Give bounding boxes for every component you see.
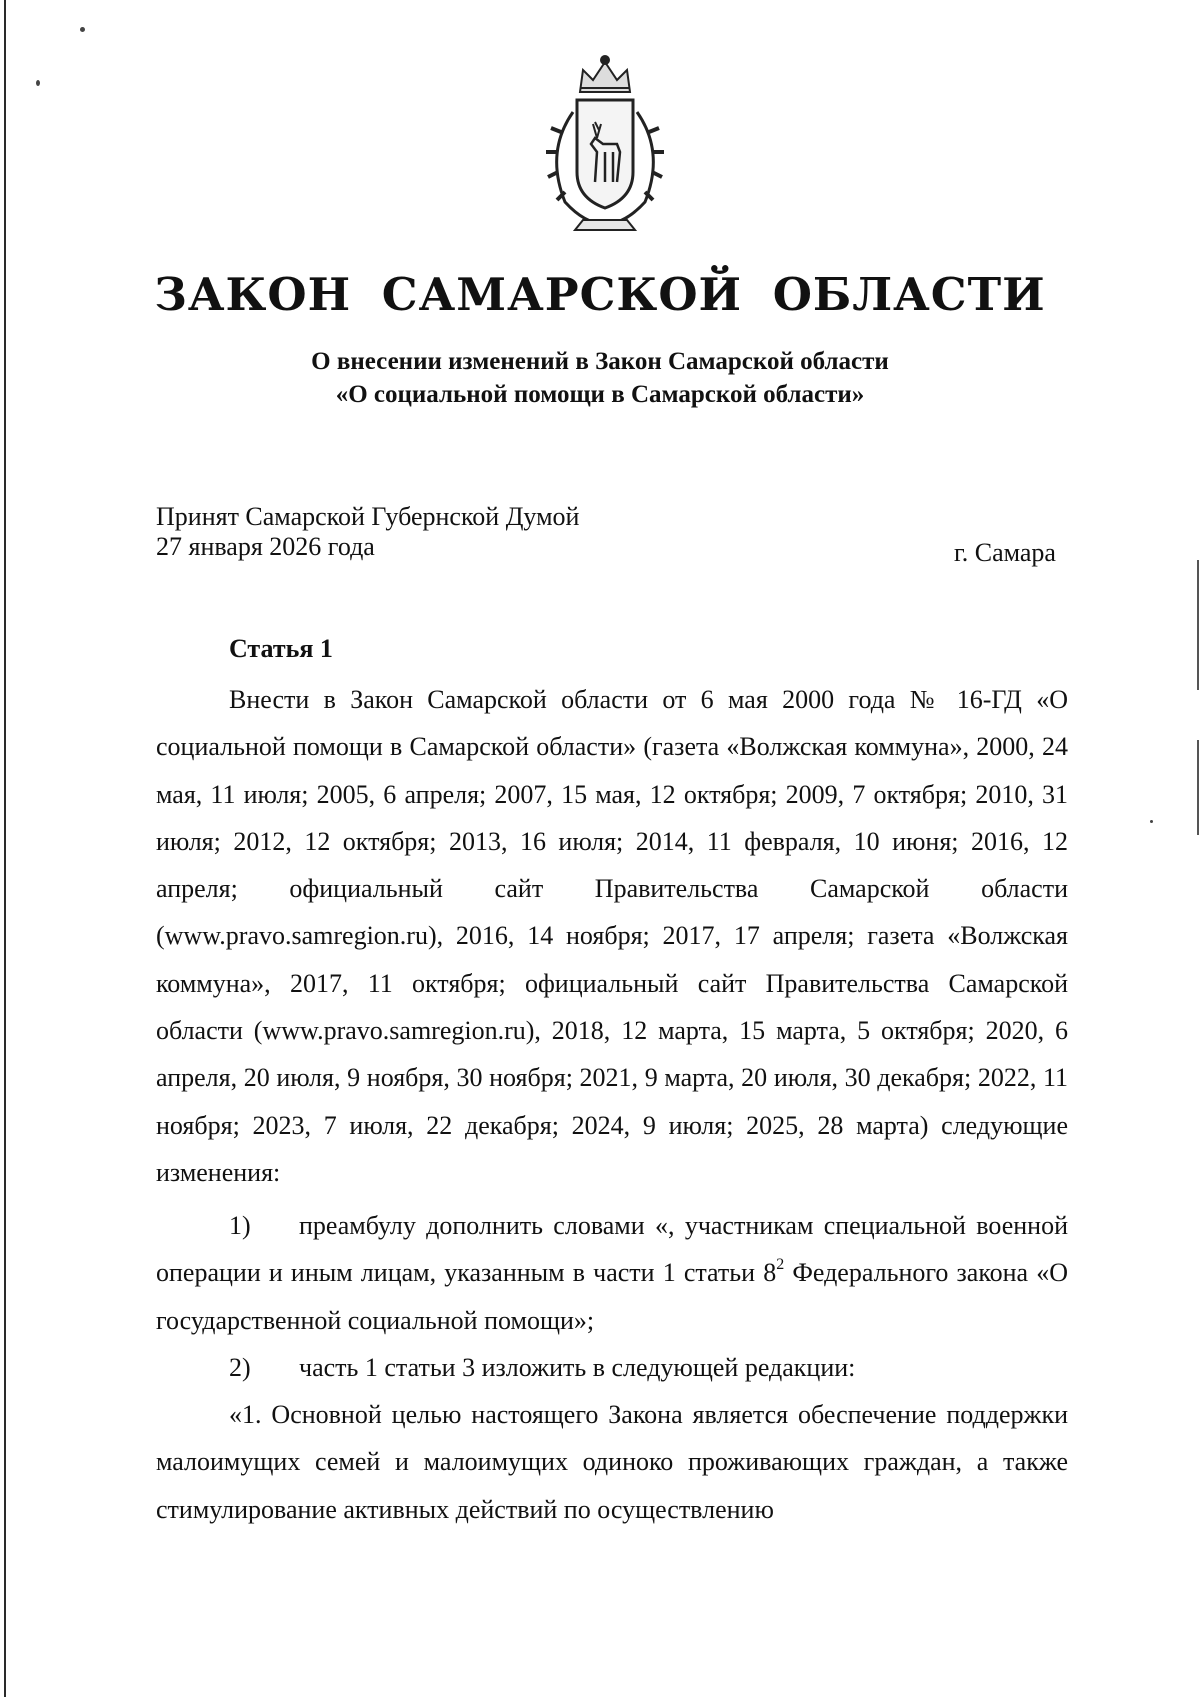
law-title: ЗАКОН САМАРСКОЙ ОБЛАСТИ [154, 268, 1046, 321]
scan-edge-right-top [1197, 560, 1199, 690]
item-1-tail: Федерального закона «О государственной социальной помощи»; [156, 1258, 1069, 1335]
scan-edge-left [4, 0, 6, 1697]
scan-speck [1150, 820, 1153, 823]
scan-speck [80, 27, 85, 32]
item-2-text: часть 1 статьи 3 изложить в следующей редакции: [299, 1353, 856, 1382]
item-1-number: 1) [229, 1211, 251, 1240]
adopted-date: 27 января 2026 года [156, 532, 375, 561]
scan-speck [36, 80, 40, 86]
amendment-item-1 [156, 1202, 1068, 1344]
city: г. Самара [954, 538, 1056, 567]
law-subtitle-line-2: «О социальной помощи в Самарской области» [335, 381, 865, 408]
article-intro-paragraph [156, 676, 1068, 1196]
amendment-item-2 [156, 1344, 1068, 1391]
item-1-text: преамбулу дополнить словами «, участникам специальной военной операции и иным лицам, указанным в части 1 статьи 8 [156, 1211, 1068, 1288]
quoted-paragraph-text: «1. Основной целью настоящего Закона является обеспечение поддержки малоимущих семей и малоимущих одиноко проживающих граждан, а также стимулирование активных действий по осуществлению [156, 1400, 1068, 1524]
coat-of-arms-icon [525, 52, 685, 232]
item-1-superscript: 2 [776, 1256, 785, 1274]
article-heading: Статья 1 [229, 634, 333, 663]
item-2-number: 2) [229, 1353, 251, 1382]
article-intro-text: Внести в Закон Самарской области от 6 мая 2000 года № 16-ГД «О социальной помощи в Самарской области» (газета «Волжская коммуна», 2000, 24 мая, 11 июля; 2005, 6 апреля; 2007, 15 мая, 12 октября; 2009, 7 октября; 2010, 31 июля; 2012, 12 октября; 2013, 16 июля; 2014, 11 февраля, 10 июня; 2016, 12 апреля; официальный сайт Правительства Самарской области (www.pravo.samregion.ru), 2016, 14 ноября; 2017, 17 апреля; газета «Волжская коммуна», 2017, 11 октября; официальный сайт Правительства Самарской области (www.pravo.samregion.ru), 2018, 12 марта, 15 марта, 5 октября; 2020, 6 апреля, 20 июля, 9 ноября, 30 ноября; 2021, 9 марта, 20 июля, 30 декабря; 2022, 11 ноября; 2023, 7 июля, 22 декабря; 2024, 9 июля; 2025, 28 марта) следующие изменения: [156, 685, 1068, 1187]
law-subtitle-line-1: О внесении изменений в Закон Самарской области [311, 348, 889, 375]
scan-edge-right-bottom [1197, 740, 1199, 835]
quoted-paragraph [156, 1391, 1068, 1533]
adopted-by: Принят Самарской Губернской Думой [156, 502, 580, 531]
coat-of-arms-emblem [525, 52, 685, 232]
